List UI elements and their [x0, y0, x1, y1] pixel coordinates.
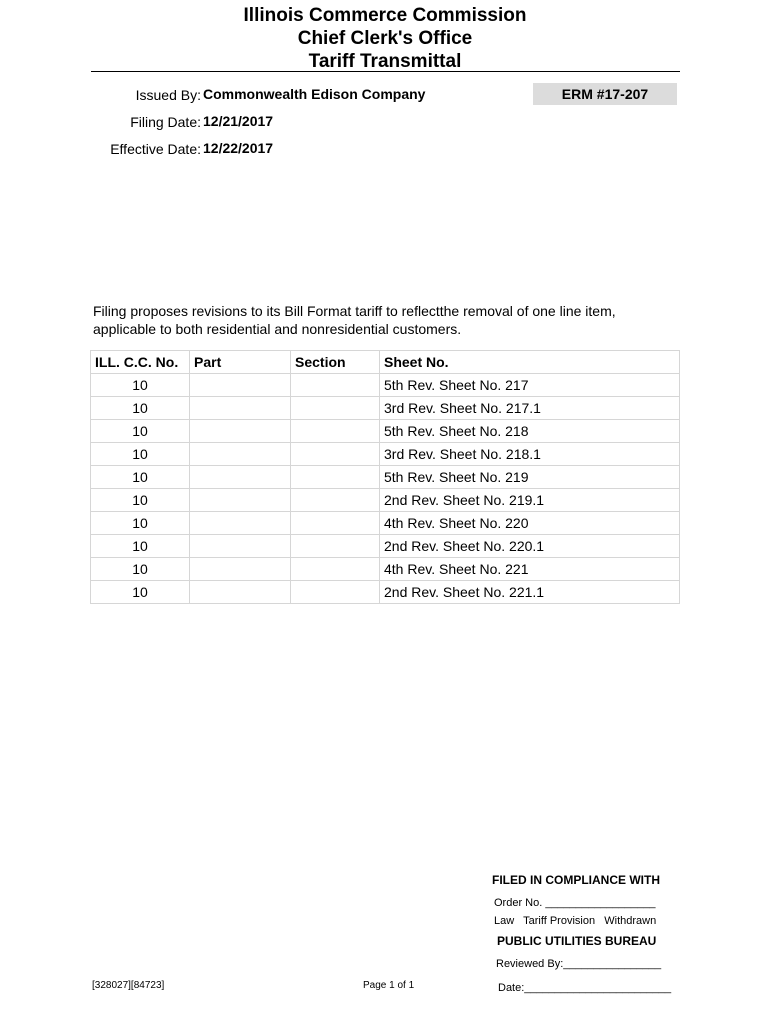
cell-ill-cc: 10 [91, 420, 190, 443]
cell-ill-cc: 10 [91, 374, 190, 397]
cell-part [190, 558, 291, 581]
page-number: Page 1 of 1 [363, 980, 415, 991]
cell-part [190, 397, 291, 420]
table-row [91, 443, 680, 466]
review-date-line: Date:________________________ [498, 982, 672, 994]
table-row [91, 581, 680, 604]
cell-section [291, 512, 380, 535]
cell-section [291, 535, 380, 558]
cell-sheet-no: 4th Rev. Sheet No. 221 [380, 558, 680, 581]
cell-sheet-no: 2nd Rev. Sheet No. 221.1 [380, 581, 680, 604]
cell-sheet-no: 5th Rev. Sheet No. 218 [380, 420, 680, 443]
filing-description-line: Filing proposes revisions to its Bill Format tariff to reflectthe removal of one line item, [93, 303, 616, 319]
reviewed-by-line: Reviewed By:________________ [496, 958, 662, 970]
table-header-row [91, 351, 680, 374]
column-header-part: Part [190, 351, 291, 374]
table-row [91, 558, 680, 581]
cell-part [190, 466, 291, 489]
cell-ill-cc: 10 [91, 466, 190, 489]
cell-ill-cc: 10 [91, 489, 190, 512]
cell-ill-cc: 10 [91, 535, 190, 558]
cell-ill-cc: 10 [91, 443, 190, 466]
column-header-section: Section [291, 351, 380, 374]
issued-by-label: Issued By: [135, 87, 201, 103]
cell-section [291, 420, 380, 443]
cell-section [291, 443, 380, 466]
filing-description [93, 302, 683, 338]
cell-sheet-no: 5th Rev. Sheet No. 217 [380, 374, 680, 397]
cell-part [190, 535, 291, 558]
filing-description-line: applicable to both residential and nonresidential customers. [93, 321, 462, 337]
compliance-title: FILED IN COMPLIANCE WITH [492, 873, 660, 887]
cell-section [291, 558, 380, 581]
cell-section [291, 489, 380, 512]
order-number-line: Order No. __________________ [494, 897, 656, 909]
issued-by-value: Commonwealth Edison Company [203, 86, 426, 102]
column-header-ill-cc: ILL. C.C. No. [91, 351, 190, 374]
public-utilities-bureau: PUBLIC UTILITIES BUREAU [497, 934, 657, 948]
cell-sheet-no: 2nd Rev. Sheet No. 220.1 [380, 535, 680, 558]
filing-date-value: 12/21/2017 [203, 113, 274, 129]
cell-sheet-no: 2nd Rev. Sheet No. 219.1 [380, 489, 680, 512]
header-document-type: Tariff Transmittal [308, 51, 462, 72]
cell-part [190, 443, 291, 466]
cell-sheet-no: 5th Rev. Sheet No. 219 [380, 466, 680, 489]
table-row [91, 374, 680, 397]
cell-ill-cc: 10 [91, 558, 190, 581]
header-title: Illinois Commerce Commission [243, 5, 527, 26]
cell-part [190, 512, 291, 535]
table-row [91, 489, 680, 512]
cell-section [291, 466, 380, 489]
column-header-sheet-no: Sheet No. [380, 351, 680, 374]
cell-section [291, 374, 380, 397]
cell-section [291, 581, 380, 604]
cell-ill-cc: 10 [91, 581, 190, 604]
cell-part [190, 489, 291, 512]
cell-ill-cc: 10 [91, 512, 190, 535]
table-row [91, 535, 680, 558]
cell-section [291, 397, 380, 420]
table-row [91, 466, 680, 489]
cell-sheet-no: 3rd Rev. Sheet No. 217.1 [380, 397, 680, 420]
law-tariff-withdrawn-line: Law Tariff Provision Withdrawn [494, 915, 657, 927]
erm-number-badge: ERM #17-207 [533, 83, 677, 105]
table-row [91, 512, 680, 535]
cell-ill-cc: 10 [91, 397, 190, 420]
filing-date-label: Filing Date: [130, 114, 201, 130]
cell-part [190, 374, 291, 397]
tariff-sheets-table [90, 350, 680, 604]
effective-date-label: Effective Date: [110, 141, 201, 157]
cell-sheet-no: 4th Rev. Sheet No. 220 [380, 512, 680, 535]
table-row [91, 397, 680, 420]
header-divider [91, 71, 680, 72]
table-row [91, 420, 680, 443]
header-subtitle: Chief Clerk's Office [297, 28, 473, 49]
cell-part [190, 581, 291, 604]
cell-part [190, 420, 291, 443]
cell-sheet-no: 3rd Rev. Sheet No. 218.1 [380, 443, 680, 466]
effective-date-value: 12/22/2017 [203, 140, 274, 156]
document-ids: [328027][84723] [92, 980, 165, 991]
